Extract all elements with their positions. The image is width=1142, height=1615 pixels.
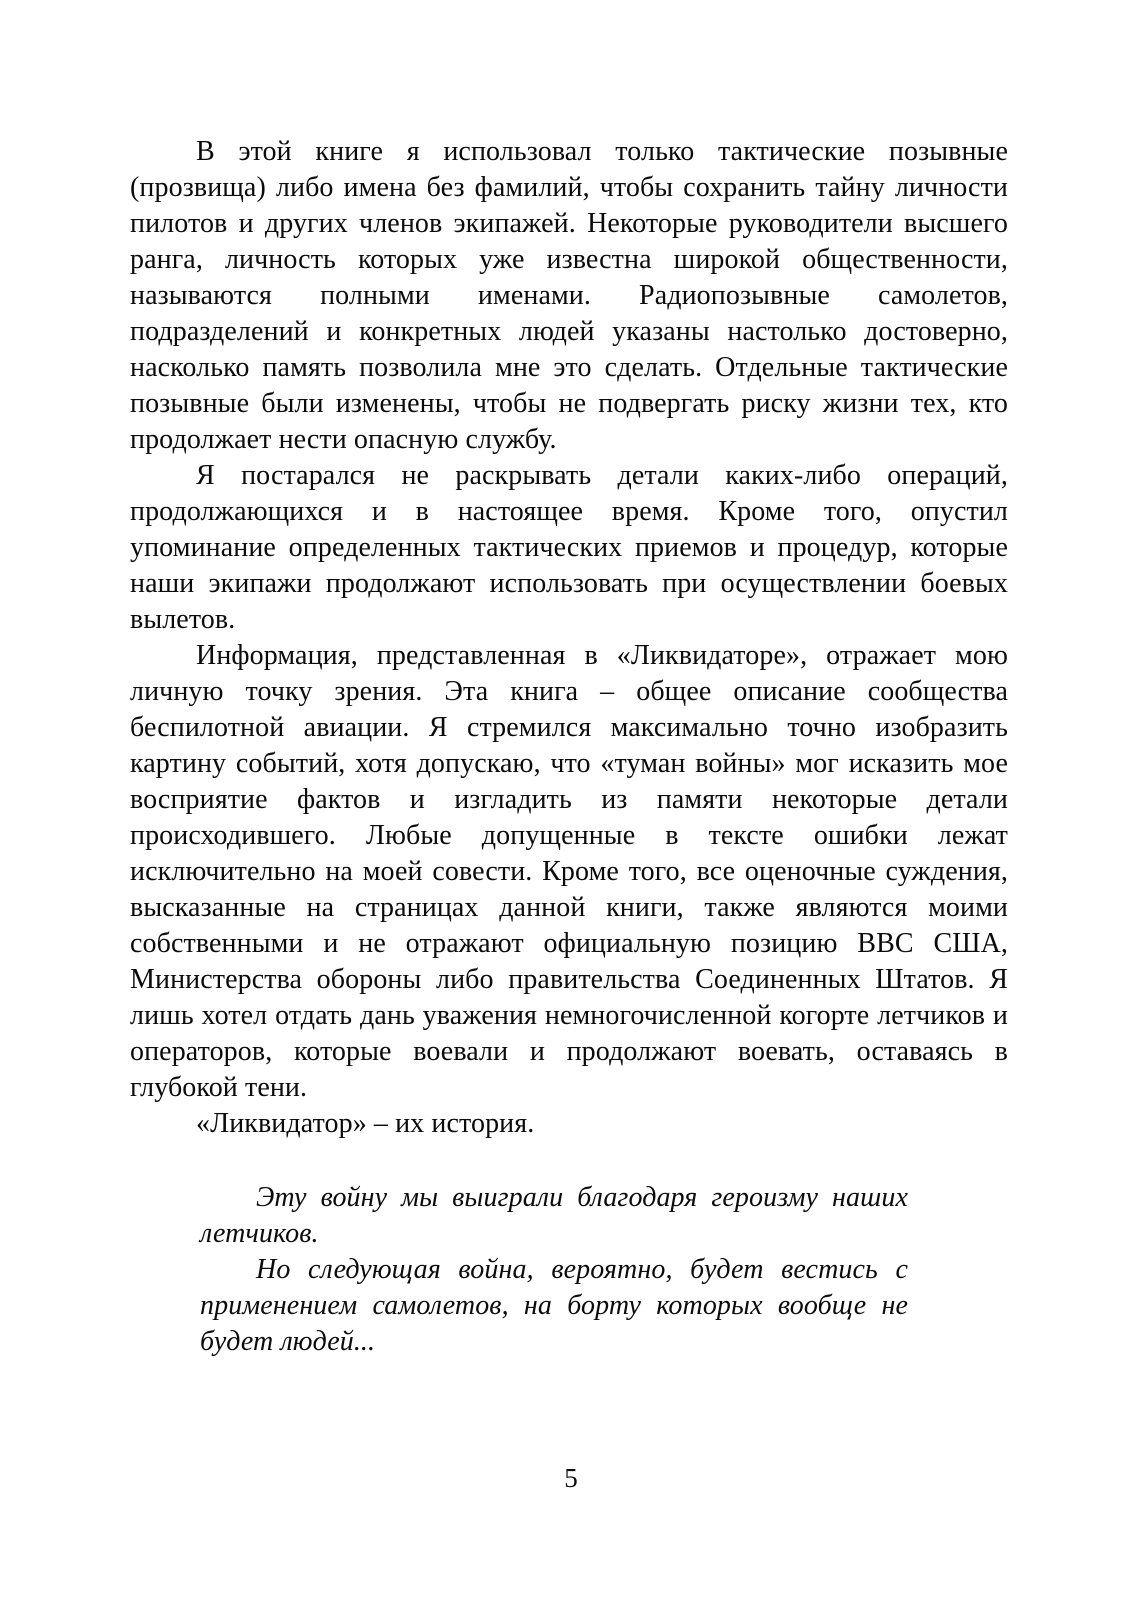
quote-line-heroism: Эту войну мы выиграли благодаря героизму наших летчиков. (200, 1182, 908, 1249)
paragraph-disclaimer: Информация, представленная в «Ликвидаторе», отражает мою личную точку зрения. Эта книга – общее описание сообщества беспилотной авиации. Я стремился максимально точно изобразить картину событий, хотя допускаю, что «туман войны» мог исказить мое восприятие фактов и изгладить из памяти некоторые детали происходившего. Любые допущенные в тексте ошибки лежат исключительно на моей совести. Кроме того, все оценочные суждения, высказанные на страницах данной книги, также являются моими собственными и не отражают официальную позицию ВВС США, Министерства обороны либо правительства Соединенных Штатов. Я лишь хотел отдать дань уважения немногочисленной когорте летчиков и операторов, которые воевали и продолжают воевать, оставаясь в глубокой тени. (130, 640, 1008, 1103)
quote-line-next-war: Но следующая война, вероятно, будет вестись с применением самолетов, на борту которых вообще не будет людей... (200, 1254, 908, 1357)
page-body (130, 134, 1008, 1360)
paragraph-their-story: «Ликвидатор» – их история. (196, 1108, 535, 1139)
epigraph-quote (200, 1180, 908, 1360)
paragraph-callsigns: В этой книге я использовал только тактические позывные (прозвища) либо имена без фамилий, чтобы сохранить тайну личности пилотов и других членов экипажей. Некоторые руководители высшего ранга, личность которых уже известна широкой общественности, называются полными именами. Радиопозывные самолетов, подразделений и конкретных людей указаны настолько достоверно, насколько память позволила мне это сделать. Отдельные тактические позывные были изменены, чтобы не подвергать риску жизни тех, кто продолжает нести опасную службу. (130, 136, 1008, 455)
page-number: 5 (564, 1463, 578, 1493)
paragraph-operations: Я постарался не раскрывать детали каких-либо операций, продолжающихся и в настоящее время. Кроме того, опустил упоминание определенных тактических приемов и процедур, которые наши экипажи продолжают использовать при осуществлении боевых вылетов. (130, 460, 1008, 635)
